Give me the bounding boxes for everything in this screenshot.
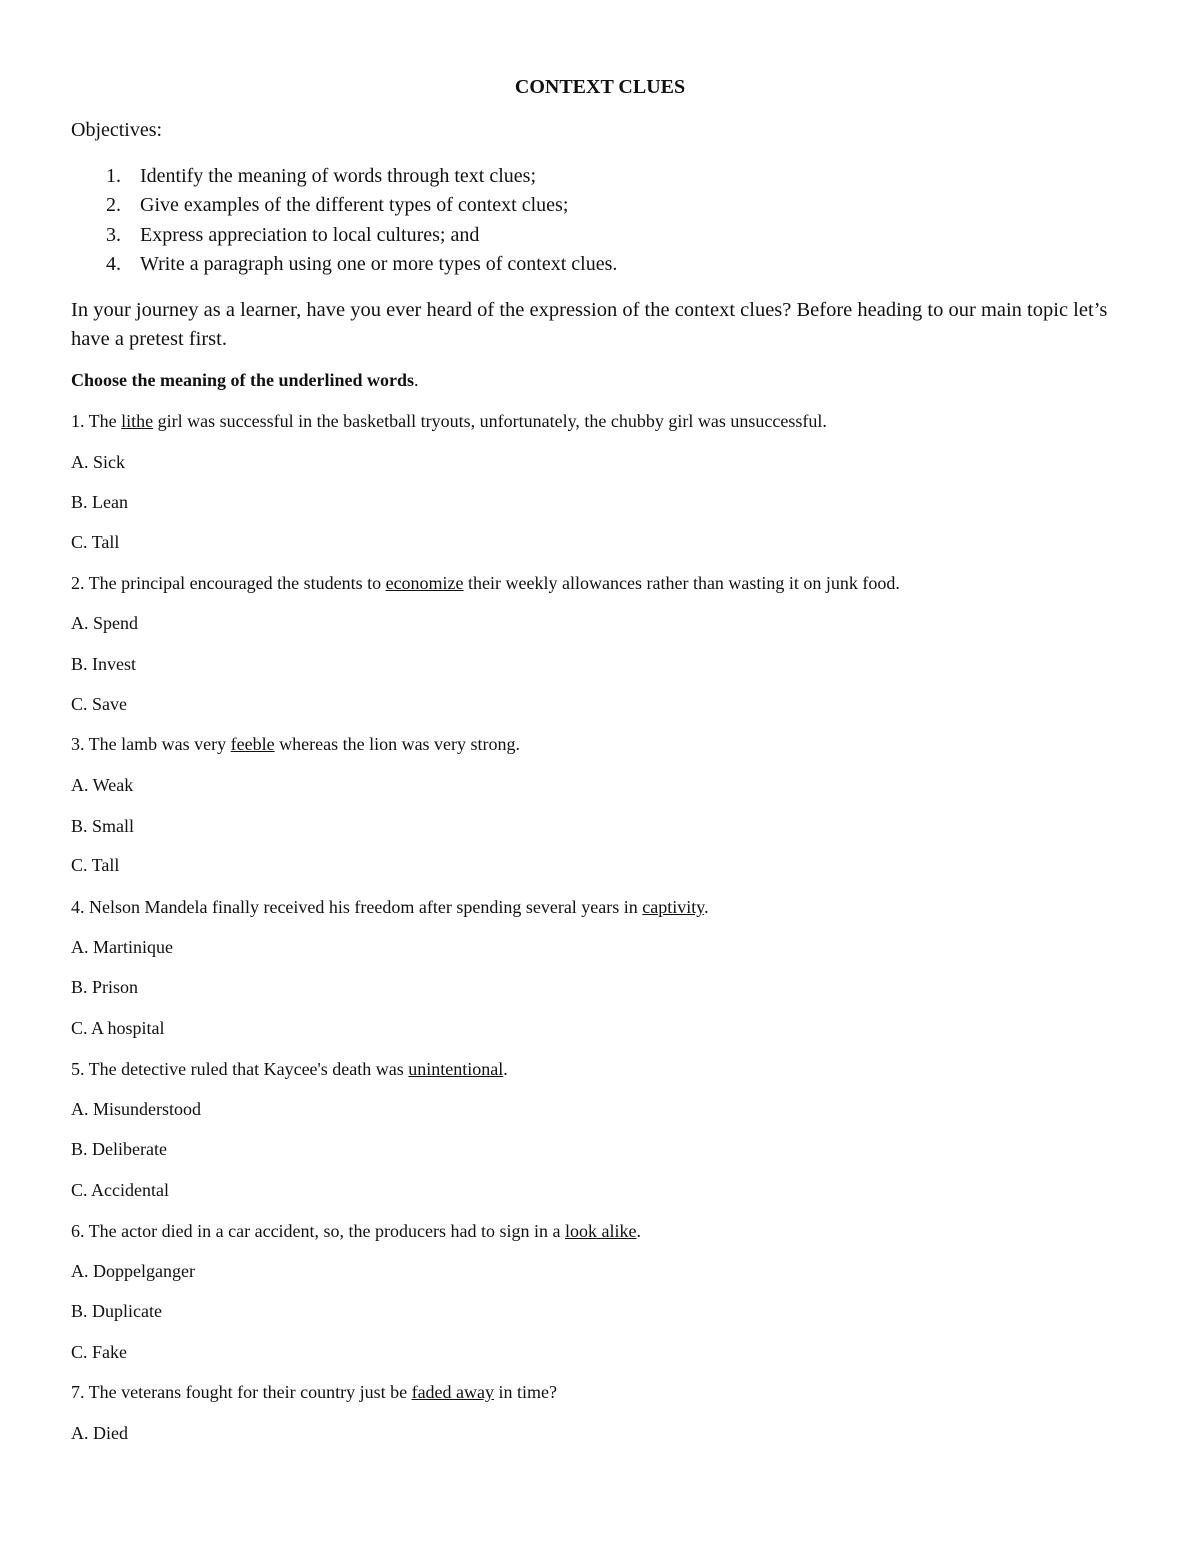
underlined-word: look alike [565,1221,637,1241]
option-item: C. Fake [71,1342,127,1362]
option-item: A. Spend [71,613,138,633]
underlined-word: economize [385,573,464,593]
underlined-word: faded away [411,1382,495,1402]
question-text-pre: 6. The actor died in a car accident, so, the producers had to sign in a [71,1221,565,1241]
question-3 [71,735,520,753]
objective-text: Identify the meaning of words through text clues; [140,165,537,187]
question-text-post: whereas the lion was very strong. [274,734,521,754]
question-text-post: in time? [494,1382,558,1402]
instruction-bold: Choose the meaning of the underlined words [71,370,415,390]
objective-number: 4. [106,253,121,275]
option-item: A. Doppelganger [71,1261,195,1281]
question-text-pre: 7. The veterans fought for their country just be [71,1382,412,1402]
underlined-word: captivity [642,897,705,917]
question-text-pre: 3. The lamb was very [71,734,231,754]
question-text-pre: 1. The [71,411,122,431]
intro-paragraph: In your journey as a learner, have you ever heard of the expression of the context clues? Before heading to our main topic let’s have a pretest first. [71,299,1108,350]
objectives-heading: Objectives: [71,119,163,141]
option-item: B. Deliberate [71,1139,167,1159]
question-2 [71,574,900,592]
option-item: B. Small [71,816,135,836]
option-item: C. A hospital [71,1018,165,1038]
option-item: A. Weak [71,775,134,795]
instruction [71,371,419,389]
option-item: C. Tall [71,532,120,552]
question-text-post: . [636,1221,641,1241]
instruction-tail: . [414,370,419,390]
option-item: C. Accidental [71,1180,169,1200]
option-item: A. Misunderstood [71,1099,201,1119]
page-title: CONTEXT CLUES [514,76,686,98]
option-item: C. Save [71,694,127,714]
question-4 [71,898,709,916]
question-5 [71,1060,508,1078]
objective-number: 2. [106,194,121,216]
question-1 [71,412,827,430]
option-item: A. Died [71,1423,128,1443]
objective-text: Express appreciation to local cultures; and [140,224,480,246]
underlined-word: lithe [121,411,154,431]
objective-number: 1. [106,165,121,187]
objective-text: Write a paragraph using one or more types of context clues. [140,253,618,275]
option-item: B. Invest [71,654,136,674]
underlined-word: unintentional [408,1059,504,1079]
objective-number: 3. [106,224,121,246]
question-text-pre: 4. Nelson Mandela finally received his freedom after spending several years in [71,897,643,917]
question-text-post: . [704,897,709,917]
option-item: C. Tall [71,855,120,875]
option-item: A. Sick [71,452,125,472]
objective-text: Give examples of the different types of context clues; [140,194,569,216]
option-item: B. Prison [71,977,139,997]
question-text-post: . [503,1059,508,1079]
underlined-word: feeble [230,734,275,754]
question-7 [71,1383,557,1401]
question-text-post: their weekly allowances rather than wasting it on junk food. [463,573,900,593]
option-item: B. Duplicate [71,1301,162,1321]
option-item: B. Lean [71,492,128,512]
question-text-pre: 2. The principal encouraged the students to [71,573,386,593]
option-item: A. Martinique [71,937,173,957]
question-text-pre: 5. The detective ruled that Kaycee's death was [71,1059,409,1079]
question-6 [71,1222,641,1240]
question-text-post: girl was successful in the basketball tryouts, unfortunately, the chubby girl was unsuccessful. [153,411,827,431]
